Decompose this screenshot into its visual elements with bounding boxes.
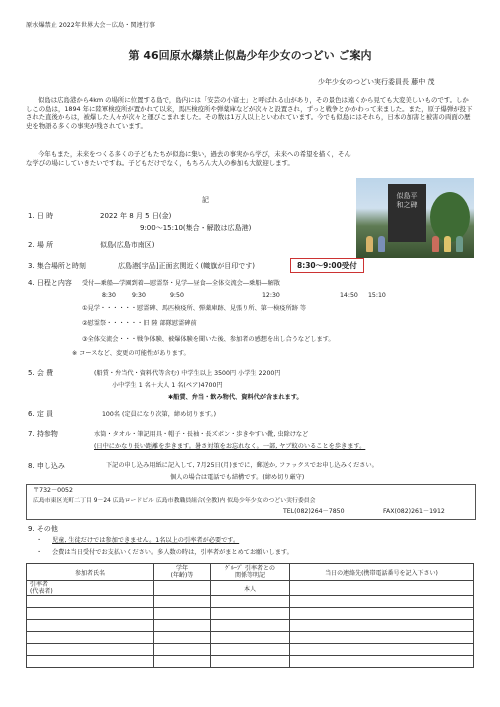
date-value: 2022 年 8 月 5 日(金) [100,212,172,220]
other-bullet: ・ [36,549,43,556]
table-cell[interactable] [290,656,474,668]
table-cell[interactable] [27,620,154,632]
person-figure [366,236,373,252]
table-cell[interactable] [211,644,290,656]
intro-paragraph-2: 今年もまた，未来をつくる多くの子どもたちが似島に集い，過去の事実から学び，未来への希望を描く，そんな学びの場にしていきたいですね。子どもだけでなく，もちろん大人の参加も大歓迎します。 [26,150,351,167]
table-row[interactable] [27,608,474,620]
table-cell[interactable] [290,596,474,608]
table-cell[interactable] [154,620,211,632]
relation-cell: 本人 [211,581,290,596]
table-cell[interactable] [290,581,474,596]
time-value: 9:00～15:10(集合・解散は広島港) [140,224,252,232]
table-cell[interactable] [154,581,211,596]
schedule-time: 12:30 [262,292,280,299]
table-cell[interactable] [211,596,290,608]
fee-line-2: 小中学生 1 名＋大人 1 名(ペア)4700円 [112,382,223,389]
schedule-time: 15:10 [368,292,386,299]
bring-value: 水筒・タオル・筆記用具・帽子・長袖・長ズボン・歩きやすい靴, 虫除けなど [94,431,309,438]
table-cell[interactable] [290,632,474,644]
apply-value-2: 個人の場合は電話でも結構です。(締め切り厳守) [170,474,305,481]
monument-stone [388,184,426,242]
table-cell[interactable] [154,608,211,620]
table-cell[interactable] [27,596,154,608]
other-bullet: ・ [36,537,43,544]
table-cell[interactable] [27,632,154,644]
table-cell[interactable] [290,608,474,620]
postal-code: 〒732－0052 [33,487,73,494]
table-cell[interactable] [290,620,474,632]
bring-note: (日中にかなり長い距離を歩きます。暑さ対策をお忘れなく。一部, ヤブ蚊のいることを歩きます。 [94,443,366,450]
schedule-note: ※ コースなど、変更の可能性があります。 [72,350,190,357]
table-cell[interactable] [211,608,290,620]
col-contact: 当日の連絡先(携帯電話番号を記入下さい) [290,564,474,581]
schedule-item-1: ①見学・・・・・・慰霊碑、馬匹検疫所、弾薬庫跡、見張り所、第一検疫所跡 等 [82,305,307,312]
table-row[interactable] [27,620,474,632]
table-cell[interactable] [154,632,211,644]
person-figure [456,236,463,252]
table-cell[interactable] [211,656,290,668]
table-cell[interactable] [290,644,474,656]
table-cell[interactable] [154,656,211,668]
table-row[interactable] [27,596,474,608]
page-title: 第 46回原水爆禁止似島少年少女のつどい ご案内 [128,49,372,62]
person-figure [432,236,439,252]
schedule-time: 9:50 [170,292,184,299]
table-row[interactable] [27,644,474,656]
apply-label: 8. 申し込み [28,462,65,470]
date-label: 1. 日 時 [28,212,54,220]
tree-shape [430,192,470,242]
table-cell[interactable] [154,596,211,608]
address-line: 広島市東区光町二丁目 9－24 広島ロードビル 広島市教職員組合(全教)内 似島少年少女のつどい実行委員会 [33,498,316,504]
address-box [26,484,476,520]
apply-value: 下記の申し込み用紙に記入して, 7月25日(月)までに，郵送か, ファックスでお申し込みください。 [106,462,378,469]
table-cell[interactable] [211,620,290,632]
col-participant-name: 参加者氏名 [27,564,154,581]
fee-line-1: (船賃・弁当代・資料代等含む) 中学生以上 3500円 小学生 2200円 [94,370,281,377]
registration-table [26,563,474,668]
bring-label: 7. 持参物 [28,430,58,438]
capacity-value: 100名 (定員になり次第，締め切ります。) [102,411,217,418]
col-grade: 学年 (年齢)等 [154,564,211,581]
meet-value: 広島港[宇品]正面玄関近く(幟旗が目印です) [118,262,255,270]
tel-number: TEL(082)264－7850 [283,508,345,515]
leader-label-cell: 引率者 (代表者) [27,581,154,596]
table-row[interactable] [27,656,474,668]
table-cell[interactable] [211,632,290,644]
intro-paragraph-1: 似島は広島港から4km の場所に位置する島で，島内には「安芸の小富士」と呼ばれる山があり，その景色は遠くから見ても大変美しいものです。しかしこの島は，1894 年に陸軍検疫所が置かれて以来，馬匹検疫所や弾薬庫などが次々と設置され，ずっと戦争とかかわって来ました。また，原子爆弾が投下された直後からは，被爆した人々が次々と運びこまれました。その数は1万人以上といわれています。今でも似島にはそれら，日本の加害と被害の両面の歴史を物語る多くの事実が残されています。 [26,96,473,130]
schedule-time: 14:50 [340,292,358,299]
capacity-label: 6. 定 員 [28,410,54,418]
meet-time-badge: 8:30～9:00受付 [290,258,364,273]
schedule-item-3: ③全体交流会・・・戦争体験、被爆体験を聞いた後、参加者の感想を出し合うなどします。 [82,336,335,343]
table-cell[interactable] [27,644,154,656]
meet-label: 3. 集合場所と時刻 [28,262,86,270]
col-relation: ｸﾞﾙｰﾌﾟ 引率者との 関係等明記 [211,564,290,581]
schedule-flow: 受付―乗船―学園到着―慰霊祭・見学―昼食―全体交流会―乗船―解散 [82,280,280,287]
place-value: 似島(広島市南区) [100,241,155,249]
schedule-time: 8:30 [102,292,116,299]
table-cell[interactable] [154,644,211,656]
sender-line: 少年少女のつどい実行委員長 藤中 茂 [318,78,435,86]
place-label: 2. 場 所 [28,241,54,249]
schedule-label: 4. 日程と内容 [28,279,72,287]
schedule-item-2: ②慰霊祭・・・・・・旧 陸 部隊慰霊碑前 [82,320,197,327]
other-label: 9. その他 [28,525,58,533]
person-figure [378,236,385,252]
table-cell[interactable] [27,656,154,668]
table-cell[interactable] [27,608,154,620]
table-row[interactable] [27,581,474,596]
other-item-2: 会費は当日受付でお支払いください。多人数の時は，引率者がまとめてお願いします。 [52,549,293,556]
fee-line-3: ✱船賃、弁当・飲み物代、資料代が含まれます。 [168,394,303,401]
monument-inscription: 似島平和之碑 [396,192,418,209]
table-row[interactable] [27,632,474,644]
ki-heading: 記 [202,196,209,204]
fax-number: FAX(082)261－1912 [383,508,445,515]
other-item-1: 児童, 生徒だけでは参加できません。1名以上の引率者が必要です。 [52,537,240,544]
event-header: 原水爆禁止 2022年世界大会－広島・関連行事 [26,22,156,29]
fee-label: 5. 会 費 [28,369,54,377]
monument-photo [356,178,474,258]
person-figure [444,236,451,252]
table-header-row [27,564,474,581]
schedule-time: 9:30 [132,292,146,299]
